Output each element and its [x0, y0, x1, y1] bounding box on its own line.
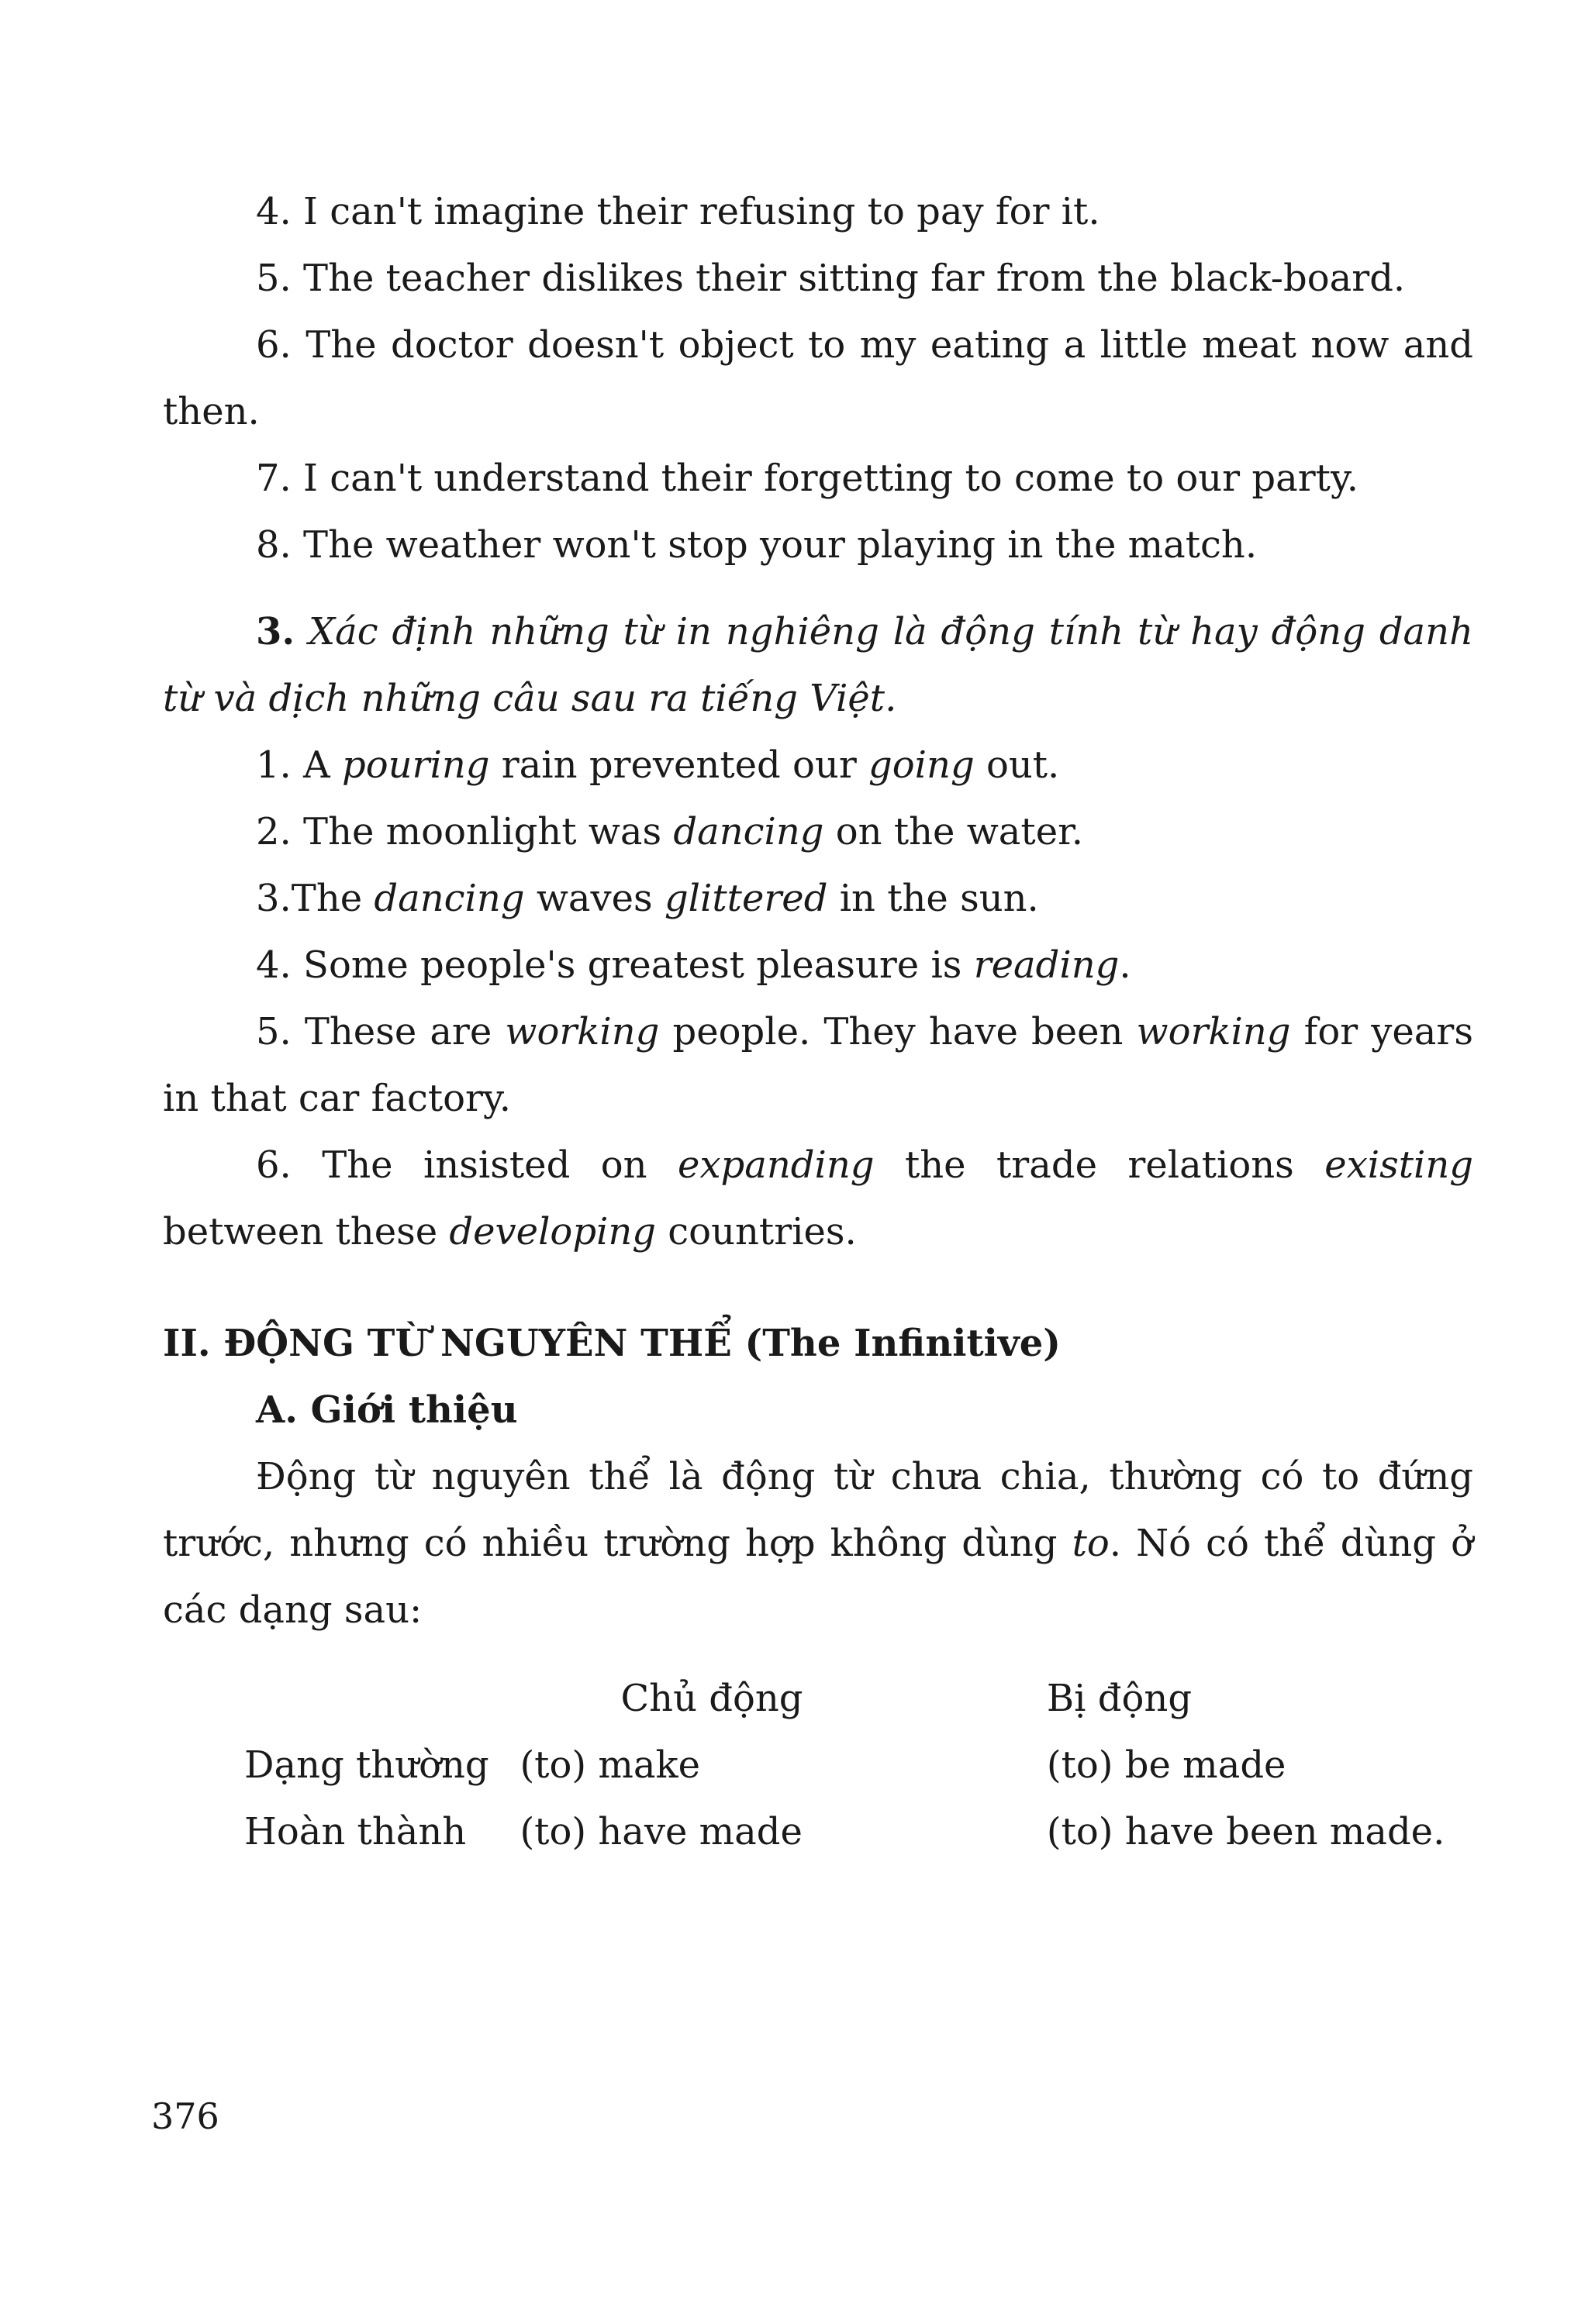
italic-word: developing: [449, 1210, 657, 1253]
italic-word: to: [1072, 1522, 1110, 1565]
infinitive-forms-table: [244, 1665, 1473, 1865]
italic-word: glittered: [664, 877, 828, 920]
italic-word: reading: [973, 943, 1120, 987]
page-content: [163, 178, 1473, 1865]
instruction-text: Xác định những từ in nghiêng là động tính từ hay động danh từ và dịch những câu sau ra tiếng Việt.: [163, 610, 1473, 720]
column-header-passive: Bị động: [1046, 1677, 1193, 1720]
italic-word: going: [868, 743, 975, 787]
sentence-4: 4. Some people's greatest pleasure is reading.: [256, 943, 1131, 987]
sentence-3: 3.The dancing waves glittered in the sun.: [256, 877, 1039, 920]
italic-word: dancing: [673, 810, 824, 853]
italic-word: existing: [1324, 1143, 1474, 1187]
passive-form: (to) be made: [1046, 1743, 1286, 1787]
row-label: Hoàn thành: [244, 1810, 467, 1853]
exercise-item: 5. The teacher dislikes their sitting far from the black-board.: [256, 257, 1406, 300]
table-row: [244, 1798, 1473, 1865]
exercise-3-instruction: [163, 598, 1473, 732]
page-number: 376: [151, 2095, 219, 2137]
sentence-1: 1. A pouring rain prevented our going out.: [256, 743, 1060, 787]
passive-form: (to) have been made.: [1046, 1810, 1445, 1853]
table-row: [244, 1732, 1473, 1798]
exercise-item: 4. I can't imagine their refusing to pay for it.: [256, 190, 1100, 233]
row-label: Dạng thường: [244, 1743, 489, 1787]
italic-word: pouring: [341, 743, 490, 787]
subsection-heading: A. Giới thiệu: [256, 1388, 518, 1432]
sentence-5: 5. These are working people. They have been working for years in that car factory.: [163, 1010, 1473, 1120]
table-header-row: [244, 1665, 1473, 1732]
exercise-item: 8. The weather won't stop your playing in the match.: [256, 523, 1258, 567]
italic-word: dancing: [374, 877, 525, 920]
exercise-item: 6. The doctor doesn't object to my eating a little meat now and then.: [163, 323, 1473, 433]
exercise-number: 3.: [256, 610, 295, 653]
sentence-6: 6. The insisted on expanding the trade relations existing between these developing countries.: [163, 1143, 1474, 1253]
active-form: (to) make: [520, 1743, 700, 1787]
italic-word: working: [1136, 1010, 1291, 1053]
sentence-2: 2. The moonlight was dancing on the water.: [256, 810, 1084, 853]
active-form: (to) have made: [520, 1810, 803, 1853]
intro-paragraph: Động từ nguyên thể là động từ chưa chia, thường có to đứng trước, nhưng có nhiều trường hợp không dùng to. Nó có thể dùng ở các dạng sau:: [163, 1455, 1474, 1632]
exercise-item: 7. I can't understand their forgetting to come to our party.: [256, 457, 1358, 500]
section-heading: II. ĐỘNG TỪ NGUYÊN THỂ (The Infinitive): [163, 1322, 1061, 1365]
italic-word: expanding: [678, 1143, 875, 1187]
column-header-active: Chủ động: [620, 1677, 803, 1720]
italic-word: working: [505, 1010, 660, 1053]
